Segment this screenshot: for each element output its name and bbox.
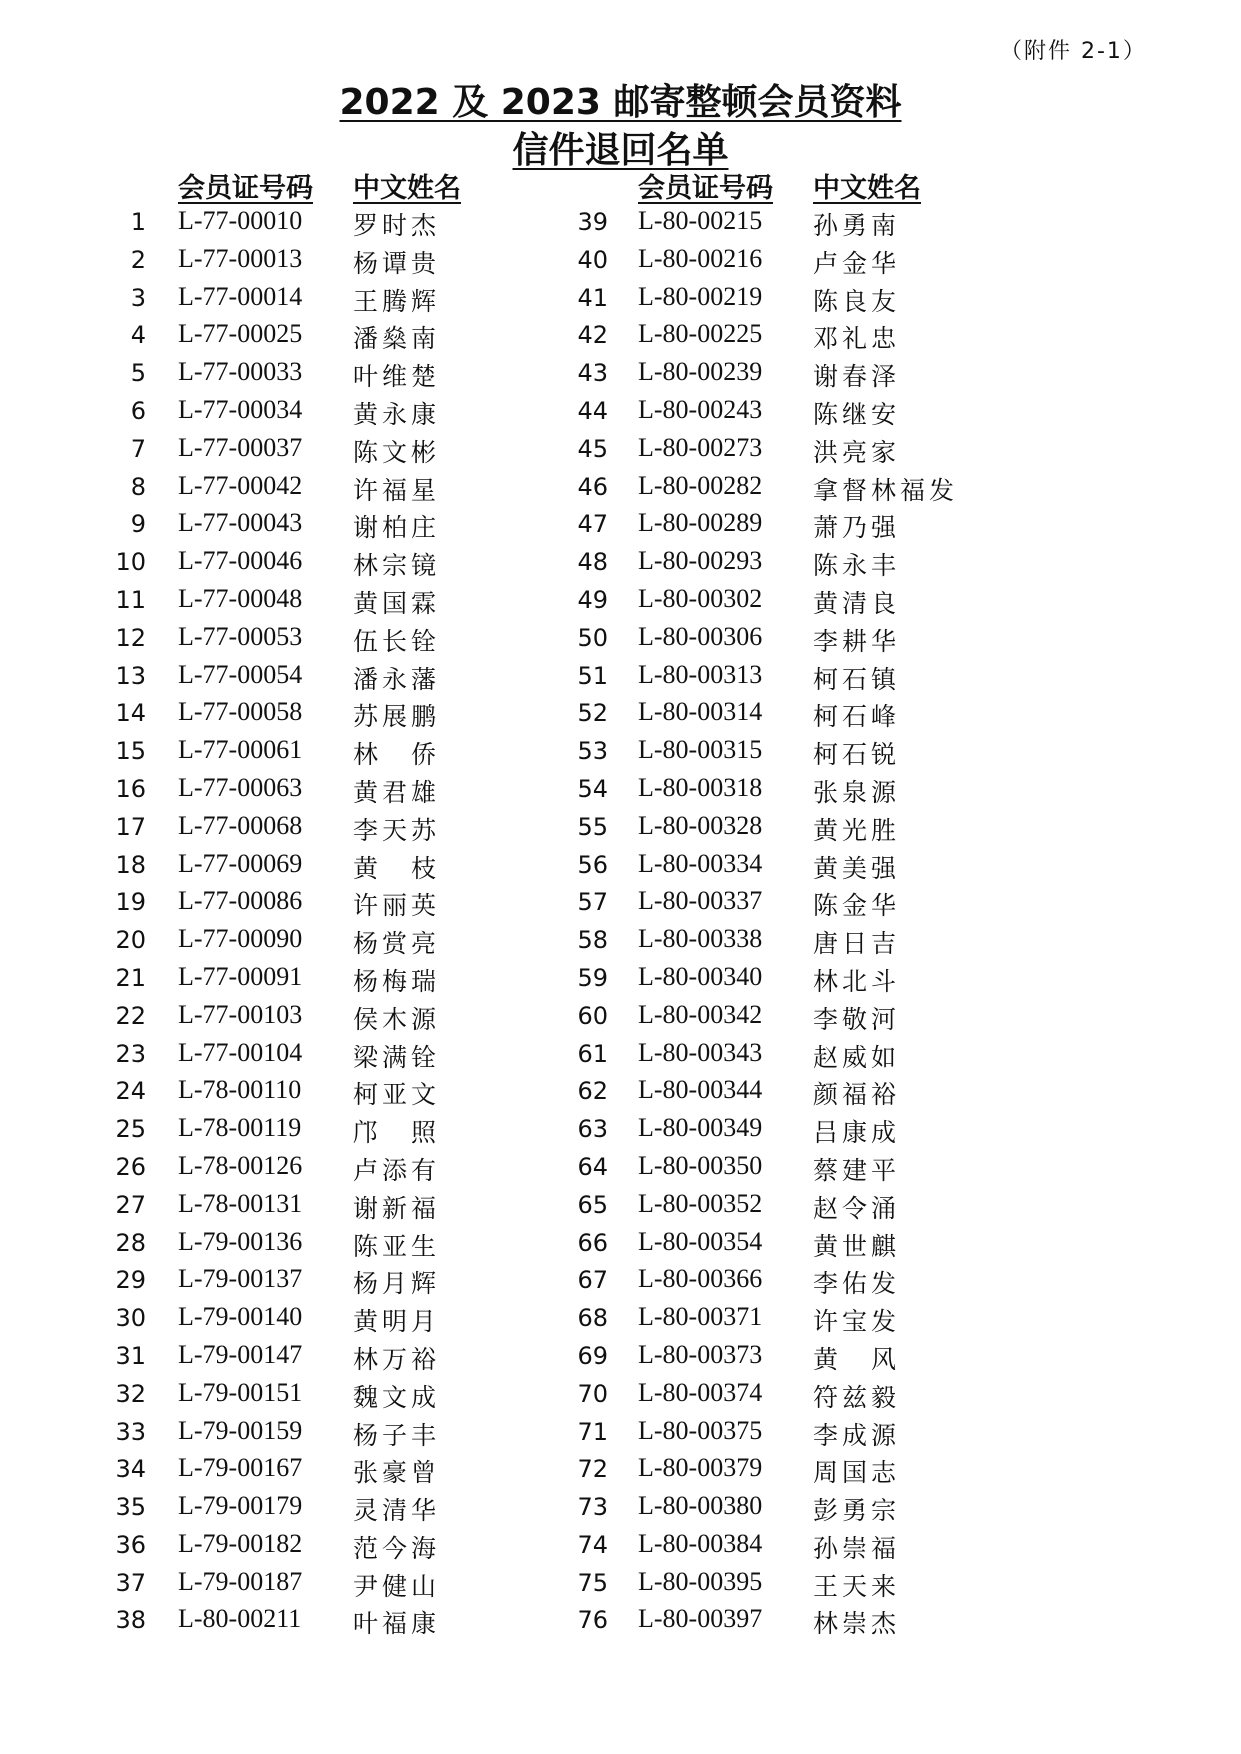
member-id: L-77-00043 bbox=[178, 508, 303, 538]
member-id: L-80-00395 bbox=[638, 1566, 763, 1596]
row-number: 15 bbox=[115, 737, 146, 766]
member-id: L-80-00243 bbox=[638, 394, 763, 424]
row-number: 17 bbox=[115, 812, 146, 841]
chinese-name: 柯石锐 bbox=[813, 740, 901, 770]
member-id: L-80-00374 bbox=[638, 1377, 763, 1407]
chinese-name: 伍长铨 bbox=[353, 626, 441, 656]
row-number: 35 bbox=[115, 1493, 146, 1522]
member-id: L-80-00334 bbox=[638, 848, 763, 878]
page-title bbox=[0, 74, 1241, 125]
member-id: L-77-00046 bbox=[178, 546, 303, 576]
chinese-name: 柯石峰 bbox=[813, 702, 901, 732]
chinese-name-header: 中文姓名 bbox=[813, 173, 921, 204]
member-id-header: 会员证号码 bbox=[178, 173, 313, 204]
chinese-name: 吕康成 bbox=[813, 1118, 901, 1148]
member-id: L-80-00313 bbox=[638, 659, 763, 689]
member-id: L-80-00289 bbox=[638, 508, 763, 538]
chinese-name: 许福星 bbox=[353, 475, 441, 505]
member-id: L-77-00042 bbox=[178, 470, 303, 500]
member-id-header: 会员证号码 bbox=[638, 173, 773, 204]
member-id: L-80-00352 bbox=[638, 1188, 763, 1218]
chinese-name: 陈继安 bbox=[813, 399, 901, 429]
chinese-name: 杨赏亮 bbox=[353, 929, 441, 959]
row-number: 27 bbox=[115, 1190, 146, 1219]
row-number: 41 bbox=[577, 283, 608, 312]
row-number: 29 bbox=[115, 1266, 146, 1295]
row-number: 72 bbox=[577, 1455, 608, 1484]
chinese-name: 李成源 bbox=[813, 1420, 901, 1450]
chinese-name: 陈亚生 bbox=[353, 1231, 441, 1261]
chinese-name: 尹健山 bbox=[353, 1571, 441, 1601]
chinese-name: 叶福康 bbox=[353, 1609, 441, 1639]
row-number: 5 bbox=[130, 359, 146, 388]
row-number: 51 bbox=[577, 661, 608, 690]
row-number: 54 bbox=[577, 774, 608, 803]
row-number: 21 bbox=[115, 963, 146, 992]
chinese-name-header: 中文姓名 bbox=[353, 173, 461, 204]
member-id: L-77-00014 bbox=[178, 281, 303, 311]
chinese-name: 杨梅瑞 bbox=[353, 966, 441, 996]
row-number: 62 bbox=[577, 1077, 608, 1106]
member-id: L-80-00350 bbox=[638, 1150, 763, 1180]
row-number: 61 bbox=[577, 1039, 608, 1068]
chinese-name: 黄美强 bbox=[813, 853, 901, 883]
row-number: 45 bbox=[577, 434, 608, 463]
chinese-name: 颜福裕 bbox=[813, 1080, 901, 1110]
member-id: L-79-00179 bbox=[178, 1491, 303, 1521]
member-id: L-80-00373 bbox=[638, 1339, 763, 1369]
chinese-name: 符兹毅 bbox=[813, 1382, 901, 1412]
row-number: 71 bbox=[577, 1417, 608, 1446]
member-id: L-77-00090 bbox=[178, 924, 303, 954]
member-id: L-80-00273 bbox=[638, 432, 763, 462]
chinese-name: 苏展鹏 bbox=[353, 702, 441, 732]
member-id: L-78-00131 bbox=[178, 1188, 303, 1218]
chinese-name: 王腾辉 bbox=[353, 286, 441, 316]
row-number: 23 bbox=[115, 1039, 146, 1068]
row-number: 36 bbox=[115, 1530, 146, 1559]
member-id: L-80-00397 bbox=[638, 1604, 763, 1634]
chinese-name: 黄永康 bbox=[353, 399, 441, 429]
member-id: L-80-00318 bbox=[638, 772, 763, 802]
row-number: 67 bbox=[577, 1266, 608, 1295]
member-id: L-80-00239 bbox=[638, 357, 763, 387]
row-number: 58 bbox=[577, 926, 608, 955]
member-id: L-78-00119 bbox=[178, 1113, 302, 1143]
member-id: L-79-00167 bbox=[178, 1453, 303, 1483]
row-number: 8 bbox=[130, 472, 146, 501]
chinese-name: 卢添有 bbox=[353, 1155, 441, 1185]
member-id: L-80-00315 bbox=[638, 735, 763, 765]
member-id: L-80-00328 bbox=[638, 810, 763, 840]
chinese-name: 杨谭贵 bbox=[353, 248, 441, 278]
member-id: L-80-00342 bbox=[638, 999, 763, 1029]
member-id: L-80-00211 bbox=[178, 1604, 302, 1634]
member-id: L-80-00302 bbox=[638, 583, 763, 613]
chinese-name: 魏文成 bbox=[353, 1382, 441, 1412]
chinese-name: 谢春泽 bbox=[813, 362, 901, 392]
chinese-name: 黄清良 bbox=[813, 588, 901, 618]
chinese-name: 赵威如 bbox=[813, 1042, 901, 1072]
member-id: L-80-00366 bbox=[638, 1264, 763, 1294]
row-number: 55 bbox=[577, 812, 608, 841]
member-id: L-77-00033 bbox=[178, 357, 303, 387]
chinese-name: 叶维楚 bbox=[353, 362, 441, 392]
row-number: 70 bbox=[577, 1379, 608, 1408]
row-number: 25 bbox=[115, 1115, 146, 1144]
member-id: L-80-00375 bbox=[638, 1415, 763, 1445]
row-number: 18 bbox=[115, 850, 146, 879]
row-number: 52 bbox=[577, 699, 608, 728]
row-number: 49 bbox=[577, 585, 608, 614]
row-number: 39 bbox=[577, 208, 608, 236]
row-number: 31 bbox=[115, 1341, 146, 1370]
chinese-name: 卢金华 bbox=[813, 248, 901, 278]
chinese-name: 黄明月 bbox=[353, 1307, 441, 1337]
chinese-name: 唐日吉 bbox=[813, 929, 901, 959]
member-id: L-77-00086 bbox=[178, 886, 303, 916]
member-id: L-77-00061 bbox=[178, 735, 303, 765]
chinese-name: 李佑发 bbox=[813, 1269, 901, 1299]
member-id: L-77-00053 bbox=[178, 621, 303, 651]
member-id: L-80-00384 bbox=[638, 1528, 763, 1558]
member-id: L-80-00379 bbox=[638, 1453, 763, 1483]
row-number: 76 bbox=[577, 1606, 608, 1635]
member-id: L-77-00104 bbox=[178, 1037, 303, 1067]
member-id: L-77-00054 bbox=[178, 659, 303, 689]
page-title-text: 2022 及 2023 邮寄整顿会员资料 bbox=[339, 82, 902, 123]
chinese-name: 罗时杰 bbox=[353, 211, 441, 240]
row-number: 69 bbox=[577, 1341, 608, 1370]
row-number: 37 bbox=[115, 1568, 146, 1597]
chinese-name: 赵令涌 bbox=[813, 1193, 901, 1223]
member-id: L-80-00340 bbox=[638, 961, 763, 991]
row-number: 63 bbox=[577, 1115, 608, 1144]
row-number: 38 bbox=[115, 1606, 146, 1635]
member-id: L-78-00126 bbox=[178, 1150, 303, 1180]
chinese-name: 许宝发 bbox=[813, 1307, 901, 1337]
row-number: 9 bbox=[130, 510, 146, 539]
row-number: 30 bbox=[115, 1304, 146, 1333]
member-id: L-77-00013 bbox=[178, 243, 303, 273]
row-number: 68 bbox=[577, 1304, 608, 1333]
chinese-name: 陈永丰 bbox=[813, 551, 901, 581]
chinese-name: 柯亚文 bbox=[353, 1080, 441, 1110]
row-number: 43 bbox=[577, 359, 608, 388]
row-number: 74 bbox=[577, 1530, 608, 1559]
row-number: 50 bbox=[577, 623, 608, 652]
member-id: L-77-00034 bbox=[178, 394, 303, 424]
member-id: L-77-00048 bbox=[178, 583, 303, 613]
member-id: L-79-00140 bbox=[178, 1302, 303, 1332]
row-number: 26 bbox=[115, 1152, 146, 1181]
chinese-name: 谢新福 bbox=[353, 1193, 441, 1223]
chinese-name: 柯石镇 bbox=[813, 664, 901, 694]
chinese-name: 李耕华 bbox=[813, 626, 901, 656]
member-id: L-80-00293 bbox=[638, 546, 763, 576]
chinese-name: 周国志 bbox=[813, 1458, 901, 1488]
chinese-name: 蔡建平 bbox=[813, 1155, 901, 1185]
member-id: L-80-00225 bbox=[638, 319, 763, 349]
chinese-name: 拿督林福发 bbox=[813, 475, 959, 505]
member-id: L-79-00159 bbox=[178, 1415, 303, 1445]
member-id: L-79-00151 bbox=[178, 1377, 303, 1407]
chinese-name: 黄国霖 bbox=[353, 588, 441, 618]
row-number: 44 bbox=[577, 396, 608, 425]
member-id: L-79-00182 bbox=[178, 1528, 303, 1558]
chinese-name: 黄 风 bbox=[813, 1344, 901, 1374]
member-id: L-80-00219 bbox=[638, 281, 763, 311]
row-number: 48 bbox=[577, 548, 608, 577]
chinese-name: 潘燊南 bbox=[353, 324, 441, 354]
chinese-name: 范今海 bbox=[353, 1533, 441, 1563]
member-id: L-80-00314 bbox=[638, 697, 763, 727]
chinese-name: 陈文彬 bbox=[353, 437, 441, 467]
member-id: L-77-00037 bbox=[178, 432, 303, 462]
row-number: 66 bbox=[577, 1228, 608, 1257]
member-id: L-78-00110 bbox=[178, 1075, 302, 1105]
chinese-name: 萧乃强 bbox=[813, 513, 901, 543]
chinese-name: 谢柏庄 bbox=[353, 513, 441, 543]
row-number: 4 bbox=[130, 321, 146, 350]
chinese-name: 王天来 bbox=[813, 1571, 901, 1601]
chinese-name: 黄君雄 bbox=[353, 777, 441, 807]
chinese-name: 张泉源 bbox=[813, 777, 901, 807]
member-id: L-79-00137 bbox=[178, 1264, 303, 1294]
member-id: L-80-00371 bbox=[638, 1302, 763, 1332]
chinese-name: 邓礼忠 bbox=[813, 324, 901, 354]
attachment-label: （附件 2-1） bbox=[1000, 39, 1147, 64]
row-number: 28 bbox=[115, 1228, 146, 1257]
member-id: L-80-00380 bbox=[638, 1491, 763, 1521]
member-id: L-80-00338 bbox=[638, 924, 763, 954]
member-id: L-80-00349 bbox=[638, 1113, 763, 1143]
chinese-name: 黄 枝 bbox=[353, 853, 441, 883]
member-id: L-77-00025 bbox=[178, 319, 303, 349]
row-number: 53 bbox=[577, 737, 608, 766]
chinese-name: 林 侨 bbox=[353, 740, 441, 770]
chinese-name: 林北斗 bbox=[813, 966, 901, 996]
chinese-name: 张豪曾 bbox=[353, 1458, 441, 1488]
member-id: L-77-00068 bbox=[178, 810, 303, 840]
row-number: 59 bbox=[577, 963, 608, 992]
row-number: 3 bbox=[130, 283, 146, 312]
member-id: L-77-00063 bbox=[178, 772, 303, 802]
chinese-name: 梁满铨 bbox=[353, 1042, 441, 1072]
row-number: 1 bbox=[130, 208, 146, 236]
member-id: L-80-00343 bbox=[638, 1037, 763, 1067]
row-number: 75 bbox=[577, 1568, 608, 1597]
member-id: L-80-00216 bbox=[638, 243, 763, 273]
member-id: L-80-00354 bbox=[638, 1226, 763, 1256]
chinese-name: 林崇杰 bbox=[813, 1609, 901, 1639]
row-number: 16 bbox=[115, 774, 146, 803]
chinese-name: 陈良友 bbox=[813, 286, 901, 316]
member-id: L-77-00103 bbox=[178, 999, 303, 1029]
row-number: 22 bbox=[115, 1001, 146, 1030]
member-id: L-79-00147 bbox=[178, 1339, 303, 1369]
row-number: 56 bbox=[577, 850, 608, 879]
chinese-name: 许丽英 bbox=[353, 891, 441, 921]
row-number: 47 bbox=[577, 510, 608, 539]
row-number: 12 bbox=[115, 623, 146, 652]
row-number: 10 bbox=[115, 548, 146, 577]
row-number: 73 bbox=[577, 1493, 608, 1522]
row-number: 7 bbox=[130, 434, 146, 463]
row-number: 65 bbox=[577, 1190, 608, 1219]
member-id: L-77-00058 bbox=[178, 697, 303, 727]
member-id: L-77-00069 bbox=[178, 848, 303, 878]
member-id: L-77-00010 bbox=[178, 206, 303, 235]
row-number: 14 bbox=[115, 699, 146, 728]
row-number: 34 bbox=[115, 1455, 146, 1484]
chinese-name: 杨月辉 bbox=[353, 1269, 441, 1299]
row-number: 19 bbox=[115, 888, 146, 917]
chinese-name: 陈金华 bbox=[813, 891, 901, 921]
chinese-name: 黄世麒 bbox=[813, 1231, 901, 1261]
member-id: L-80-00344 bbox=[638, 1075, 763, 1105]
member-id: L-80-00306 bbox=[638, 621, 763, 651]
row-number: 2 bbox=[130, 245, 146, 274]
row-number: 33 bbox=[115, 1417, 146, 1446]
member-id: L-80-00282 bbox=[638, 470, 763, 500]
chinese-name: 洪亮家 bbox=[813, 437, 901, 467]
page-subtitle-text: 信件退回名单 bbox=[512, 130, 729, 171]
chinese-name: 潘永藩 bbox=[353, 664, 441, 694]
row-number: 46 bbox=[577, 472, 608, 501]
chinese-name: 孙勇南 bbox=[813, 211, 901, 240]
chinese-name: 黄光胜 bbox=[813, 815, 901, 845]
chinese-name: 林宗镜 bbox=[353, 551, 441, 581]
member-id: L-80-00337 bbox=[638, 886, 763, 916]
member-id: L-80-00215 bbox=[638, 206, 763, 235]
row-number: 64 bbox=[577, 1152, 608, 1181]
row-number: 60 bbox=[577, 1001, 608, 1030]
chinese-name: 林万裕 bbox=[353, 1344, 441, 1374]
row-number: 6 bbox=[130, 396, 146, 425]
row-number: 42 bbox=[577, 321, 608, 350]
chinese-name: 彭勇宗 bbox=[813, 1496, 901, 1526]
chinese-name: 侯木源 bbox=[353, 1004, 441, 1034]
row-number: 13 bbox=[115, 661, 146, 690]
chinese-name: 灵清华 bbox=[353, 1496, 441, 1526]
member-id: L-79-00187 bbox=[178, 1566, 303, 1596]
chinese-name: 孙崇福 bbox=[813, 1533, 901, 1563]
member-id: L-77-00091 bbox=[178, 961, 303, 991]
chinese-name: 李敬河 bbox=[813, 1004, 901, 1034]
row-number: 40 bbox=[577, 245, 608, 274]
chinese-name: 李天苏 bbox=[353, 815, 441, 845]
chinese-name: 邝 照 bbox=[353, 1118, 441, 1148]
row-number: 32 bbox=[115, 1379, 146, 1408]
row-number: 11 bbox=[115, 585, 146, 614]
member-id: L-79-00136 bbox=[178, 1226, 303, 1256]
row-number: 57 bbox=[577, 888, 608, 917]
row-number: 24 bbox=[115, 1077, 146, 1106]
row-number: 20 bbox=[115, 926, 146, 955]
chinese-name: 杨子丰 bbox=[353, 1420, 441, 1450]
